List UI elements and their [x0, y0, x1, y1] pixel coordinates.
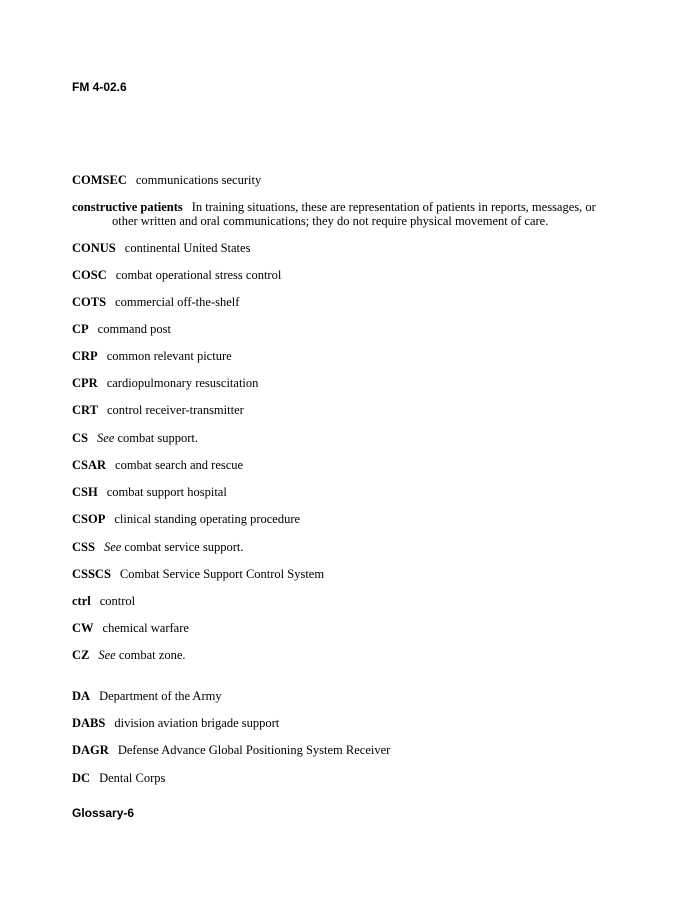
glossary-entry — [72, 200, 618, 228]
running-header: FM 4-02.6 — [72, 80, 127, 94]
entry-term: ctrl — [72, 594, 91, 608]
glossary-entry — [72, 743, 618, 757]
glossary-entry — [72, 403, 618, 417]
entry-term: CW — [72, 621, 94, 635]
entry-definition: commercial off-the-shelf — [115, 295, 240, 309]
entry-term: CRT — [72, 403, 98, 417]
entry-definition: In training situations, these are representation of patients in reports, messages, or — [191, 200, 596, 214]
entry-definition-continued: other written and oral communications; they do not require physical movement of care. — [112, 214, 549, 228]
glossary-entry — [72, 268, 618, 282]
glossary-entry — [72, 485, 618, 499]
entry-definition: Department of the Army — [99, 689, 222, 703]
entry-definition: division aviation brigade support — [114, 716, 280, 730]
entry-term: DAGR — [72, 743, 109, 757]
entry-definition: combat zone. — [118, 648, 186, 662]
entry-term: COMSEC — [72, 173, 127, 187]
entry-definition: clinical standing operating procedure — [114, 512, 301, 526]
glossary-entry — [72, 648, 618, 662]
glossary-entry — [72, 716, 618, 730]
glossary-entry — [72, 540, 618, 554]
entry-definition: chemical warfare — [102, 621, 189, 635]
entry-term: CS — [72, 431, 88, 445]
glossary-entry — [72, 512, 618, 526]
entry-definition: combat service support. — [124, 540, 244, 554]
entry-term: CZ — [72, 648, 90, 662]
see-reference: See — [103, 540, 122, 554]
see-reference: See — [96, 431, 115, 445]
entry-term: DABS — [72, 716, 106, 730]
entry-definition: combat support hospital — [106, 485, 227, 499]
glossary-entry — [72, 295, 618, 309]
entry-definition: Dental Corps — [99, 771, 166, 785]
entry-term: CP — [72, 322, 89, 336]
entry-term: COSC — [72, 268, 107, 282]
glossary-entry — [72, 431, 618, 445]
entry-definition: control — [99, 594, 136, 608]
glossary-entry — [72, 322, 618, 336]
entry-term: CPR — [72, 376, 98, 390]
entry-term: CSSCS — [72, 567, 111, 581]
glossary-entry — [72, 771, 618, 785]
glossary-entry — [72, 689, 618, 703]
entry-term: CONUS — [72, 241, 116, 255]
glossary-entry — [72, 349, 618, 363]
entry-term: CSAR — [72, 458, 107, 472]
entry-definition: continental United States — [124, 241, 251, 255]
entry-definition: combat operational stress control — [115, 268, 282, 282]
entry-definition: common relevant picture — [106, 349, 232, 363]
entry-term: COTS — [72, 295, 107, 309]
entry-term: CSH — [72, 485, 98, 499]
entry-term: CSS — [72, 540, 95, 554]
entry-term: DA — [72, 689, 91, 703]
entry-definition: communications security — [135, 173, 262, 187]
entry-definition: combat search and rescue — [115, 458, 244, 472]
entry-definition: combat support. — [117, 431, 199, 445]
glossary-entry — [72, 594, 618, 608]
glossary-entry — [72, 376, 618, 390]
glossary-entry — [72, 621, 618, 635]
entry-definition: cardiopulmonary resuscitation — [106, 376, 259, 390]
page-footer: Glossary-6 — [72, 806, 135, 820]
entry-term: DC — [72, 771, 91, 785]
entry-definition: Combat Service Support Control System — [119, 567, 325, 581]
glossary-entry — [72, 173, 618, 187]
glossary-entry — [72, 241, 618, 255]
entry-definition: control receiver-transmitter — [106, 403, 244, 417]
entry-definition: command post — [97, 322, 171, 336]
see-reference: See — [98, 648, 116, 662]
entry-first-line — [72, 200, 618, 214]
glossary-entry — [72, 458, 618, 472]
entry-term: CSOP — [72, 512, 106, 526]
entry-term: constructive patients — [72, 200, 183, 214]
glossary-entry — [72, 567, 618, 581]
entry-term: CRP — [72, 349, 98, 363]
entry-definition: Defense Advance Global Positioning System Receiver — [117, 743, 391, 757]
